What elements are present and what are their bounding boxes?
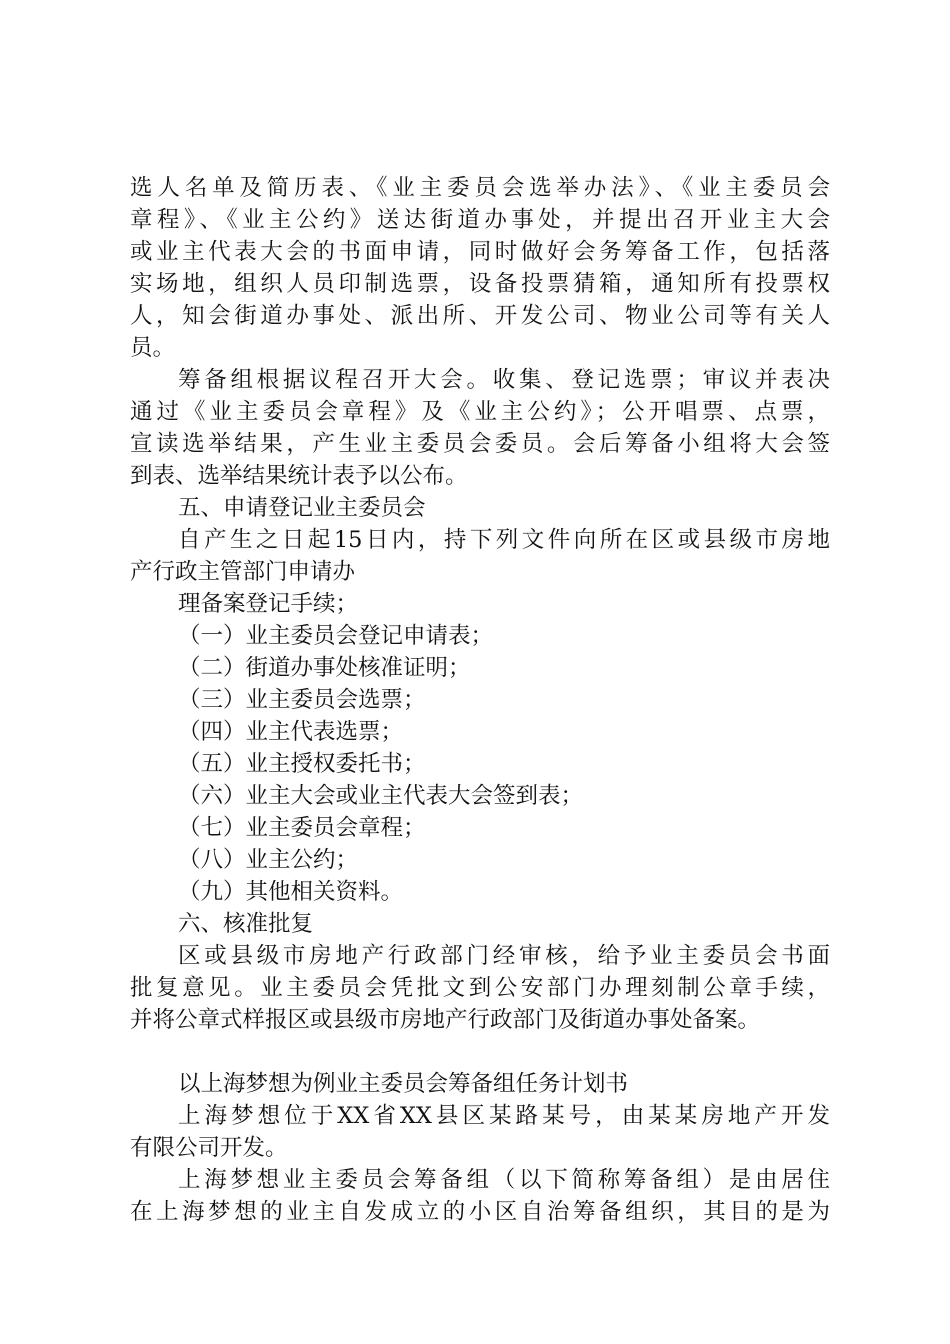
paragraph-continuation [130, 172, 830, 364]
list-item: （七）业主委员会章程； [178, 815, 426, 841]
text-line: 批复意见。业主委员会凭批文到公安部门办理刻制公章手续， [130, 975, 830, 1001]
text-line: 上海梦想位于XX省XX县区某路某号，由某某房地产开发 [178, 1103, 830, 1129]
section-heading-5: 五、申请登记业主委员会 [178, 495, 426, 521]
text-line: 宣读选举结果，产生业主委员会委员。会后筹备小组将大会签 [130, 431, 830, 457]
paragraph-approval [130, 940, 830, 1036]
text-line: 理备案登记手续； [178, 591, 359, 617]
text-line: 到表、选举结果统计表予以公布。 [130, 463, 468, 489]
text-line: 并将公章式样报区或县级市房地产行政部门及街道办事处备案。 [130, 1007, 761, 1033]
text-line: 或业主代表大会的书面申请，同时做好会务筹备工作，包括落 [130, 239, 830, 265]
text-line: 选人名单及简历表、《业主委员会选举办法》、《业主委员会 [130, 175, 830, 201]
subdocument-title: 以上海梦想为例业主委员会筹备组任务计划书 [178, 1071, 629, 1097]
text-line: 产行政主管部门申请办 [130, 559, 356, 585]
paragraph-location [130, 1100, 830, 1164]
list-item: （五）业主授权委托书； [178, 751, 426, 777]
list-item: （二）街道办事处核准证明； [178, 655, 471, 681]
list-item: （六）业主大会或业主代表大会签到表； [178, 783, 584, 809]
text-line: 筹备组根据议程召开大会。收集、登记选票；审议并表决 [178, 367, 830, 393]
text-line: 区或县级市房地产行政部门经审核，给予业主委员会书面 [178, 943, 830, 969]
text-line: 有限公司开发。 [130, 1135, 288, 1161]
text-line: 上海梦想业主委员会筹备组（以下简称筹备组）是由居住 [178, 1167, 830, 1193]
list-item: （八）业主公约； [178, 847, 359, 873]
paragraph-meeting [130, 364, 830, 492]
text-line: 人，知会街道办事处、派出所、开发公司、物业公司等有关人 [130, 303, 830, 329]
text-line: 章程》、《业主公约》送达街道办事处，并提出召开业主大会 [130, 207, 830, 233]
text-line: 自产生之日起15日内，持下列文件向所在区或县级市房地 [178, 527, 830, 553]
document-page [130, 172, 830, 1228]
list-item: （四）业主代表选票； [178, 719, 404, 745]
paragraph-application [130, 524, 830, 588]
text-line: 员。 [130, 335, 176, 361]
text-line: 在上海梦想的业主自发成立的小区自治筹备组织，其目的是为 [130, 1199, 830, 1225]
text-line: 实场地，组织人员印制选票，设备投票猜箱，通知所有投票权 [130, 271, 830, 297]
blank-line [130, 1036, 830, 1068]
list-item: （三）业主委员会选票； [178, 687, 426, 713]
list-item: （九）其他相关资料。 [178, 879, 404, 905]
section-heading-6: 六、核准批复 [178, 911, 314, 937]
paragraph-committee [130, 1164, 830, 1228]
list-item: （一）业主委员会登记申请表； [178, 623, 494, 649]
text-line: 通过《业主委员会章程》及《业主公约》；公开唱票、点票， [130, 399, 830, 425]
